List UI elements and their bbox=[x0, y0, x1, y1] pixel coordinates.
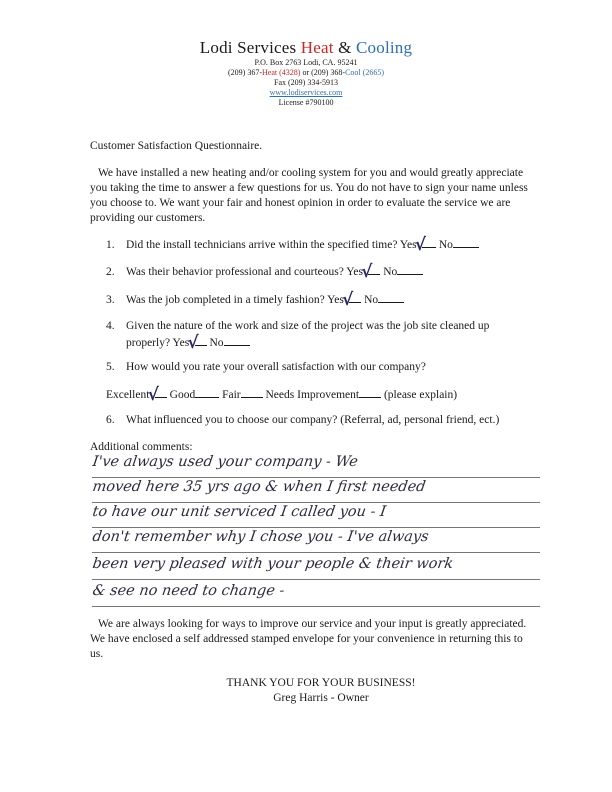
question-text: What influenced you to choose our company? (Referral, ad, personal friend, ect.) bbox=[126, 414, 500, 426]
question-number: 1. bbox=[106, 239, 115, 251]
rating-explain-label: (please explain) bbox=[383, 389, 458, 401]
comment-rule bbox=[92, 477, 540, 478]
company-phone bbox=[0, 68, 612, 78]
rating-good-label: Good bbox=[169, 389, 196, 401]
comment-line: been very pleased with your people & their work bbox=[91, 556, 455, 572]
rating-fair-blank[interactable] bbox=[241, 387, 263, 398]
question-number: 2. bbox=[106, 266, 115, 278]
question-text: Given the nature of the work and size of the project was the job site cleaned up bbox=[126, 320, 490, 332]
yes-label: Yes bbox=[346, 266, 364, 278]
no-label: No bbox=[438, 239, 453, 251]
question-number: 4. bbox=[106, 320, 115, 332]
company-address: P.O. Box 2763 Lodi, CA. 95241 bbox=[254, 58, 358, 67]
rating-row bbox=[106, 386, 457, 403]
company-fax: Fax (209) 334-5913 bbox=[274, 78, 338, 87]
company-name-amp: & bbox=[333, 38, 357, 57]
question-2 bbox=[106, 263, 423, 280]
company-name bbox=[0, 38, 612, 58]
comment-rule bbox=[92, 552, 540, 553]
checkmark-icon: √ bbox=[187, 333, 199, 353]
question-6 bbox=[106, 413, 499, 428]
signoff-text: Greg Harris - Owner bbox=[273, 692, 369, 704]
comment-line: I've always used your company - We bbox=[91, 454, 359, 470]
document-title: Customer Satisfaction Questionnaire. bbox=[90, 140, 263, 152]
no-label: No bbox=[209, 337, 224, 349]
phone-prefix-2: or (209) 368- bbox=[300, 68, 346, 77]
yes-label: Yes bbox=[172, 337, 190, 349]
no-blank[interactable] bbox=[453, 237, 479, 248]
yes-label: Yes bbox=[327, 294, 344, 306]
rating-good-blank[interactable] bbox=[195, 387, 219, 398]
thank-you-block bbox=[0, 676, 612, 706]
rating-excellent-label: Excellent bbox=[106, 389, 150, 401]
yes-label: Yes bbox=[399, 239, 417, 251]
no-blank[interactable] bbox=[397, 264, 423, 275]
question-3 bbox=[106, 291, 404, 308]
question-number: 5. bbox=[106, 361, 115, 373]
comment-line: don't remember why I chose you - I've always bbox=[91, 529, 430, 545]
comment-line: & see no need to change - bbox=[91, 583, 286, 599]
question-text: Did the install technicians arrive within the specified time? bbox=[126, 239, 398, 251]
company-license: License #790100 bbox=[278, 98, 334, 107]
rating-needs-improvement-label: Needs Improvement bbox=[265, 389, 360, 401]
letterhead bbox=[0, 38, 612, 108]
thank-you-text: THANK YOU FOR YOUR BUSINESS! bbox=[226, 677, 416, 689]
question-text: Was the job completed in a timely fashion? bbox=[126, 294, 325, 306]
company-name-main: Lodi Services bbox=[199, 38, 301, 57]
intro-paragraph: We have installed a new heating and/or cooling system for you and would greatly appreciate you taking the time to answer a few questions for us. You do not have to sign your name unless you choose to. We want your fair and honest opinion in order to evaluate the service we are providing our customers. bbox=[90, 167, 528, 224]
question-number: 6. bbox=[106, 414, 115, 426]
company-website[interactable]: www.lodiservices.com bbox=[269, 88, 343, 97]
comment-rule bbox=[92, 606, 540, 607]
phone-prefix-1: (209) 367- bbox=[228, 68, 262, 77]
phone-cool: Cool (2665) bbox=[345, 68, 384, 77]
question-4 bbox=[106, 319, 489, 351]
checkmark-icon: √ bbox=[147, 385, 159, 405]
question-1 bbox=[106, 236, 479, 253]
question-text-cont: properly? bbox=[126, 337, 171, 349]
question-text: Was their behavior professional and courteous? bbox=[126, 266, 344, 278]
checkmark-icon: √ bbox=[341, 290, 354, 310]
checkmark-icon: √ bbox=[414, 235, 426, 255]
no-label: No bbox=[364, 294, 379, 306]
additional-comments-label: Additional comments: bbox=[90, 441, 193, 453]
comment-rule bbox=[92, 502, 540, 503]
no-blank[interactable] bbox=[378, 292, 404, 303]
phone-heat: Heat (4328) bbox=[262, 68, 301, 77]
comment-rule bbox=[92, 527, 540, 528]
checkmark-icon: √ bbox=[361, 262, 373, 282]
comment-line: moved here 35 yrs ago & when I first needed bbox=[91, 479, 427, 495]
no-blank[interactable] bbox=[224, 335, 250, 346]
question-text: How would you rate your overall satisfaction with our company? bbox=[126, 361, 426, 373]
company-name-heat: Heat bbox=[300, 38, 334, 57]
comment-rule bbox=[92, 579, 540, 580]
company-name-cool: Cooling bbox=[356, 38, 413, 57]
question-number: 3. bbox=[106, 294, 115, 306]
comment-line: to have our unit serviced I called you - I bbox=[91, 504, 387, 520]
closing-paragraph: We are always looking for ways to improve our service and your input is greatly appreciated. We have enclosed a self addressed stamped envelope for your convenience in returning this to us. bbox=[90, 618, 527, 660]
rating-fair-label: Fair bbox=[222, 389, 241, 401]
no-label: No bbox=[383, 266, 398, 278]
question-5 bbox=[106, 360, 426, 375]
rating-needs-improvement-blank[interactable] bbox=[359, 387, 381, 398]
